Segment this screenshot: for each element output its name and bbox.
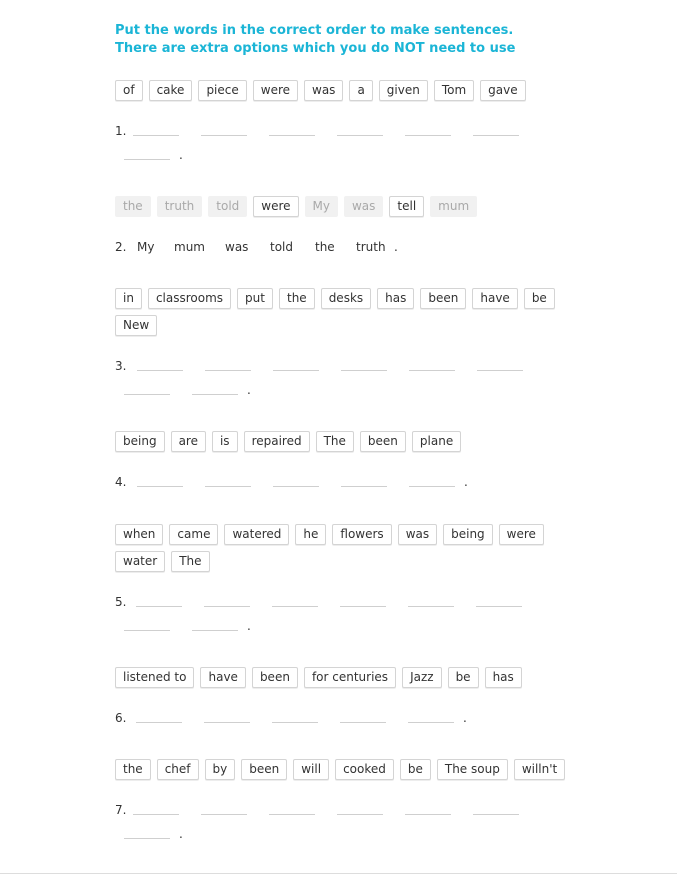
- word-chip-used[interactable]: told: [208, 196, 247, 217]
- sentence-period: .: [464, 475, 468, 489]
- word-chip-used[interactable]: was: [344, 196, 383, 217]
- word-chip-used[interactable]: truth: [157, 196, 203, 217]
- instruction-heading: Put the words in the correct order to make sentences. There are extra options which you do NOT need to use: [115, 23, 516, 56]
- answer-blank[interactable]: [205, 359, 251, 371]
- word-chip[interactable]: being: [443, 524, 493, 545]
- word-bank-5: [115, 524, 570, 572]
- question-number: 2.: [115, 240, 127, 254]
- filled-word[interactable]: was: [225, 240, 249, 254]
- sentence-period: .: [247, 619, 251, 633]
- word-chip[interactable]: given: [379, 80, 428, 101]
- answer-blank[interactable]: [409, 475, 455, 487]
- word-chip[interactable]: have: [472, 288, 517, 309]
- word-chip[interactable]: has: [377, 288, 414, 309]
- word-chip[interactable]: have: [200, 667, 245, 688]
- question-number: 1.: [115, 124, 127, 138]
- word-chip[interactable]: by: [205, 759, 236, 780]
- answer-blank[interactable]: [136, 711, 182, 723]
- answer-blank[interactable]: [192, 383, 238, 395]
- answer-blank[interactable]: [340, 711, 386, 723]
- answer-blank[interactable]: [269, 803, 315, 815]
- answer-blank[interactable]: [124, 619, 170, 631]
- answer-blank[interactable]: [201, 803, 247, 815]
- word-chip[interactable]: he: [295, 524, 326, 545]
- word-chip[interactable]: flowers: [332, 524, 391, 545]
- word-chip[interactable]: The soup: [437, 759, 508, 780]
- answer-blank[interactable]: [137, 475, 183, 487]
- answer-blank[interactable]: [272, 595, 318, 607]
- word-chip[interactable]: cooked: [335, 759, 394, 780]
- word-chip-used[interactable]: mum: [430, 196, 477, 217]
- answer-blank[interactable]: [408, 595, 454, 607]
- answer-blank[interactable]: [204, 595, 250, 607]
- word-chip-used[interactable]: My: [305, 196, 338, 217]
- answer-row-4: [115, 475, 555, 491]
- word-chip[interactable]: chef: [157, 759, 199, 780]
- word-chip[interactable]: watered: [224, 524, 289, 545]
- answer-row-7: [115, 803, 555, 843]
- answer-blank[interactable]: [137, 359, 183, 371]
- filled-word[interactable]: the: [315, 240, 335, 254]
- word-chip[interactable]: cake: [149, 80, 193, 101]
- word-chip[interactable]: been: [360, 431, 406, 452]
- word-chip[interactable]: classrooms: [148, 288, 231, 309]
- word-chip[interactable]: of: [115, 80, 143, 101]
- answer-blank[interactable]: [273, 359, 319, 371]
- filled-word[interactable]: My: [137, 240, 155, 254]
- answer-blank[interactable]: [201, 124, 247, 136]
- word-chip[interactable]: are: [171, 431, 206, 452]
- question-number: 7.: [115, 803, 127, 817]
- word-chip[interactable]: The: [171, 551, 209, 572]
- word-chip[interactable]: listened to: [115, 667, 194, 688]
- word-chip-used[interactable]: the: [115, 196, 151, 217]
- answer-blank[interactable]: [337, 124, 383, 136]
- answer-row-1: [115, 124, 555, 164]
- word-chip[interactable]: water: [115, 551, 165, 572]
- word-chip[interactable]: has: [485, 667, 522, 688]
- word-chip[interactable]: be: [448, 667, 479, 688]
- word-bank-4: [115, 431, 570, 452]
- word-chip[interactable]: in: [115, 288, 142, 309]
- sentence-period: .: [179, 148, 183, 162]
- question-number: 3.: [115, 359, 127, 373]
- word-chip[interactable]: when: [115, 524, 163, 545]
- answer-blank[interactable]: [340, 595, 386, 607]
- answer-blank[interactable]: [124, 827, 170, 839]
- word-bank-3: [115, 288, 570, 336]
- answer-blank[interactable]: [205, 475, 251, 487]
- word-chip[interactable]: been: [241, 759, 287, 780]
- word-chip[interactable]: Tom: [434, 80, 474, 101]
- answer-row-3: [115, 359, 555, 399]
- word-chip[interactable]: desks: [321, 288, 371, 309]
- answer-blank[interactable]: [337, 803, 383, 815]
- answer-blank[interactable]: [405, 124, 451, 136]
- word-chip[interactable]: was: [304, 80, 343, 101]
- word-chip[interactable]: were: [253, 80, 298, 101]
- answer-blank[interactable]: [408, 711, 454, 723]
- answer-blank[interactable]: [272, 711, 318, 723]
- word-bank-1: [115, 80, 570, 101]
- word-chip[interactable]: be: [400, 759, 431, 780]
- answer-blank[interactable]: [473, 803, 519, 815]
- word-chip[interactable]: willn't: [514, 759, 565, 780]
- word-chip[interactable]: plane: [412, 431, 461, 452]
- answer-row-2: [115, 240, 555, 256]
- answer-blank[interactable]: [409, 359, 455, 371]
- word-chip[interactable]: tell: [389, 196, 424, 217]
- question-number: 5.: [115, 595, 127, 609]
- sentence-period: .: [394, 240, 398, 254]
- answer-blank[interactable]: [476, 595, 522, 607]
- answer-blank[interactable]: [473, 124, 519, 136]
- word-chip[interactable]: be: [524, 288, 555, 309]
- word-chip[interactable]: been: [252, 667, 298, 688]
- word-chip[interactable]: was: [398, 524, 437, 545]
- answer-blank[interactable]: [477, 359, 523, 371]
- answer-blank[interactable]: [124, 383, 170, 395]
- word-chip[interactable]: is: [212, 431, 238, 452]
- question-number: 4.: [115, 475, 127, 489]
- word-chip[interactable]: put: [237, 288, 273, 309]
- word-chip[interactable]: being: [115, 431, 165, 452]
- word-chip[interactable]: gave: [480, 80, 525, 101]
- answer-blank[interactable]: [136, 595, 182, 607]
- word-chip[interactable]: will: [293, 759, 329, 780]
- question-number: 6.: [115, 711, 127, 725]
- word-bank-7: [115, 759, 570, 780]
- sentence-period: .: [179, 827, 183, 841]
- sentence-period: .: [247, 383, 251, 397]
- word-bank-2: [115, 196, 570, 217]
- answer-blank[interactable]: [133, 124, 179, 136]
- word-chip[interactable]: for centuries: [304, 667, 396, 688]
- answer-row-5: [115, 595, 555, 635]
- word-chip[interactable]: New: [115, 315, 157, 336]
- page-divider: [0, 873, 677, 874]
- word-chip[interactable]: the: [279, 288, 315, 309]
- answer-blank[interactable]: [133, 803, 179, 815]
- word-chip[interactable]: the: [115, 759, 151, 780]
- answer-blank[interactable]: [405, 803, 451, 815]
- word-chip[interactable]: Jazz: [402, 667, 442, 688]
- word-chip[interactable]: came: [169, 524, 218, 545]
- answer-blank[interactable]: [273, 475, 319, 487]
- answer-blank[interactable]: [341, 475, 387, 487]
- answer-blank[interactable]: [124, 148, 170, 160]
- word-chip[interactable]: piece: [198, 80, 246, 101]
- answer-row-6: [115, 711, 555, 727]
- filled-word[interactable]: mum: [174, 240, 205, 254]
- word-chip[interactable]: were: [253, 196, 298, 217]
- word-bank-6: [115, 667, 570, 688]
- word-chip[interactable]: a: [349, 80, 372, 101]
- answer-blank[interactable]: [341, 359, 387, 371]
- word-chip[interactable]: repaired: [244, 431, 310, 452]
- answer-blank[interactable]: [204, 711, 250, 723]
- filled-word[interactable]: told: [270, 240, 293, 254]
- filled-word[interactable]: truth: [356, 240, 386, 254]
- word-chip[interactable]: The: [316, 431, 354, 452]
- word-chip[interactable]: were: [499, 524, 544, 545]
- sentence-period: .: [463, 711, 467, 725]
- answer-blank[interactable]: [269, 124, 315, 136]
- answer-blank[interactable]: [192, 619, 238, 631]
- word-chip[interactable]: been: [420, 288, 466, 309]
